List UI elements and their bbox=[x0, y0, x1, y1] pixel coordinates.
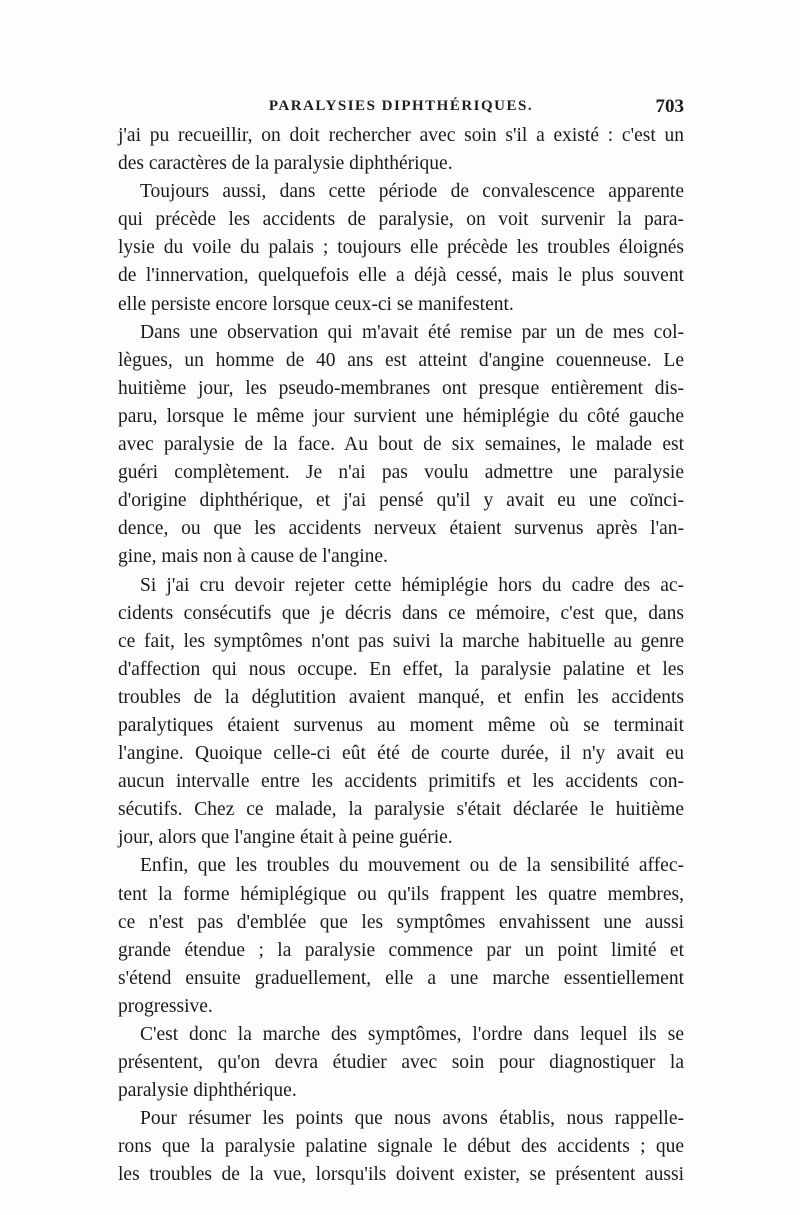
paragraph bbox=[118, 572, 684, 853]
text-line: avec paralysie de la face. Au bout de six semaines, le malade est bbox=[118, 434, 684, 456]
text-line: gine, mais non à cause de l'angine. bbox=[118, 546, 388, 568]
text-line: ce fait, les symptômes n'ont pas suivi la marche habituelle au genre bbox=[118, 630, 684, 652]
text-line: ce n'est pas d'emblée que les symptômes envahissent une aussi bbox=[118, 911, 684, 933]
text-line: huitième jour, les pseudo-membranes ont presque entièrement dis- bbox=[118, 377, 684, 399]
text-line: Si j'ai cru devoir rejeter cette hémiplégie hors du cadre des ac- bbox=[140, 574, 684, 596]
text-line: elle persiste encore lorsque ceux-ci se manifestent. bbox=[118, 293, 514, 315]
text-line: cidents consécutifs que je décris dans ce mémoire, c'est que, dans bbox=[118, 602, 684, 624]
text-line: paralytiques étaient survenus au moment même où se terminait bbox=[118, 714, 684, 736]
text-line: jour, alors que l'angine était à peine guérie. bbox=[118, 827, 453, 849]
text-line: sécutifs. Chez ce malade, la paralysie s'était déclarée le huitième bbox=[118, 799, 684, 821]
text-line: dence, ou que les accidents nerveux étaient survenus après l'an- bbox=[118, 518, 684, 540]
page-number: 703 bbox=[655, 96, 684, 117]
text-line: troubles de la déglutition avaient manqué, et enfin les accidents bbox=[118, 686, 684, 708]
text-line: guéri complètement. Je n'ai pas voulu admettre une paralysie bbox=[118, 462, 684, 484]
text-line: C'est donc la marche des symptômes, l'ordre dans lequel ils se bbox=[140, 1024, 684, 1045]
text-line: qui précède les accidents de paralysie, on voit survenir la para- bbox=[118, 209, 684, 231]
paragraph bbox=[118, 122, 684, 178]
paragraph bbox=[118, 1021, 684, 1105]
text-line: Pour résumer les points que nous avons établis, nous rappelle- bbox=[140, 1108, 684, 1130]
text-line: de l'innervation, quelquefois elle a déjà cessé, mais le plus souvent bbox=[118, 265, 684, 287]
text-line: présentent, qu'on devra étudier avec soin pour diagnostiquer la bbox=[118, 1052, 684, 1074]
text-line: d'affection qui nous occupe. En effet, la paralysie palatine et les bbox=[118, 658, 684, 680]
text-line: progressive. bbox=[118, 995, 213, 1017]
text-line: grande étendue ; la paralysie commence par un point limité et bbox=[118, 939, 684, 961]
text-line: paralysie diphthérique. bbox=[118, 1080, 297, 1102]
text-line: des caractères de la paralysie diphthérique. bbox=[118, 153, 453, 175]
text-line: tent la forme hémiplégique ou qu'ils frappent les quatre membres, bbox=[118, 883, 684, 905]
paragraph bbox=[118, 319, 684, 572]
text-line: Enfin, que les troubles du mouvement ou de la sensibilité affec- bbox=[140, 855, 684, 877]
paragraph bbox=[118, 178, 684, 318]
running-head: PARALYSIES DIPHTHÉRIQUES. bbox=[268, 98, 534, 114]
text-line: lysie du voile du palais ; toujours elle précède les troubles éloignés bbox=[118, 237, 684, 259]
text-line: d'origine diphthérique, et j'ai pensé qu'il y avait eu une coïnci- bbox=[118, 490, 684, 512]
paragraph bbox=[118, 1105, 684, 1189]
text-line: paru, lorsque le même jour survient une hémiplégie du côté gauche bbox=[118, 405, 684, 427]
text-line: aucun intervalle entre les accidents primitifs et les accidents con- bbox=[118, 771, 684, 793]
page-header bbox=[118, 96, 684, 122]
text-line: l'angine. Quoique celle-ci eût été de courte durée, il n'y avait eu bbox=[118, 743, 684, 765]
body-text bbox=[118, 122, 684, 1190]
text-line: les troubles de la vue, lorsqu'ils doivent exister, se présentent aussi bbox=[118, 1164, 684, 1186]
text-line: rons que la paralysie palatine signale le début des accidents ; que bbox=[118, 1136, 684, 1158]
text-line: j'ai pu recueillir, on doit rechercher avec soin s'il a existé : c'est un bbox=[118, 125, 684, 146]
text-line: Dans une observation qui m'avait été remise par un de mes col- bbox=[140, 321, 684, 343]
paragraph bbox=[118, 852, 684, 1021]
text-line: lègues, un homme de 40 ans est atteint d'angine couenneuse. Le bbox=[118, 349, 684, 371]
text-line: Toujours aussi, dans cette période de convalescence apparente bbox=[140, 181, 684, 203]
text-line: s'étend ensuite graduellement, elle a une marche essentiellement bbox=[118, 967, 684, 989]
